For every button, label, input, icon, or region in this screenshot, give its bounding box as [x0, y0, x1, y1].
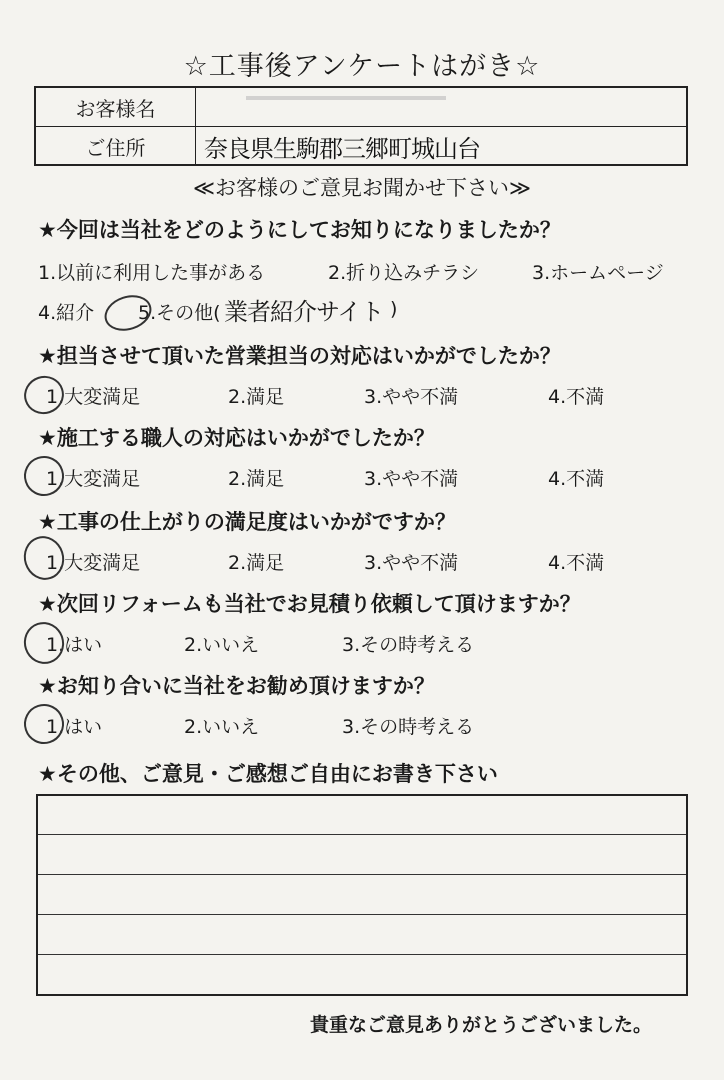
survey-subtitle: ≪お客様のご意見お聞かせ下さい≫ — [193, 176, 531, 200]
redaction-mark — [246, 96, 446, 100]
selection-circle — [19, 451, 69, 501]
customer-address-row — [36, 127, 686, 165]
q2-option-2[interactable]: 2.満足 — [228, 386, 285, 408]
q1-option-5-close: ) — [390, 298, 398, 320]
q4-option-4[interactable]: 4.不満 — [548, 552, 605, 574]
comment-line — [38, 874, 686, 875]
selection-circle — [19, 371, 69, 420]
q1-option-3[interactable]: 3.ホームページ — [532, 262, 664, 284]
q1-other-answer[interactable]: 業者紹介サイト — [224, 298, 384, 326]
question-3: ★施工する職人の対応はいかがでしたか？ — [38, 426, 435, 450]
q2-option-1[interactable]: 1.大変満足 — [46, 386, 141, 408]
q3-option-3[interactable]: 3.やや不満 — [364, 468, 459, 490]
q5-option-1[interactable]: 1.はい — [46, 634, 103, 656]
question-1: ★今回は当社をどのようにしてお知りになりましたか？ — [38, 218, 561, 242]
q6-option-3[interactable]: 3.その時考える — [342, 716, 475, 738]
q1-option-2[interactable]: 2.折り込みチラシ — [328, 262, 480, 284]
question-5: ★次回リフォームも当社でお見積り依頼して頂けますか？ — [38, 592, 581, 616]
q3-option-4[interactable]: 4.不満 — [548, 468, 605, 490]
question-2: ★担当させて頂いた営業担当の対応はいかがでしたか？ — [38, 344, 561, 368]
selection-circle — [19, 699, 69, 749]
comment-line — [38, 954, 686, 955]
q5-option-3[interactable]: 3.その時考える — [342, 634, 475, 656]
customer-name-row — [36, 88, 686, 127]
q1-option-5[interactable]: 5.その他( — [138, 302, 221, 324]
q3-option-1[interactable]: 1.大変満足 — [46, 468, 141, 490]
q6-option-1[interactable]: 1.はい — [46, 716, 103, 738]
question-4: ★工事の仕上がりの満足度はいかがですか？ — [38, 510, 456, 534]
comment-line — [38, 914, 686, 915]
q5-option-2[interactable]: 2.いいえ — [184, 634, 260, 656]
q1-option-4[interactable]: 4.紹介 — [38, 302, 95, 324]
comments-heading: ★その他、ご意見・ご感想ご自由にお書き下さい — [38, 762, 498, 786]
question-6: ★お知り合いに当社をお勧め頂けますか？ — [38, 674, 435, 698]
selection-circle — [18, 617, 69, 669]
selection-circle — [100, 289, 156, 336]
comments-box[interactable] — [36, 794, 688, 996]
selection-circle — [18, 531, 70, 585]
q3-option-2[interactable]: 2.満足 — [228, 468, 285, 490]
customer-address-label: ご住所 — [36, 127, 196, 165]
q4-option-2[interactable]: 2.満足 — [228, 552, 285, 574]
q2-option-3[interactable]: 3.やや不満 — [364, 386, 459, 408]
q4-option-1[interactable]: 1.大変満足 — [46, 552, 141, 574]
customer-info-table — [34, 86, 688, 166]
q4-option-3[interactable]: 3.やや不満 — [364, 552, 459, 574]
customer-address-value[interactable]: 奈良県生駒郡三郷町城山台 — [204, 134, 480, 163]
q6-option-2[interactable]: 2.いいえ — [184, 716, 260, 738]
customer-name-label: お客様名 — [36, 88, 196, 126]
thank-you-footer: 貴重なご意見ありがとうございました。 — [310, 1014, 653, 1036]
comment-line — [38, 834, 686, 835]
q2-option-4[interactable]: 4.不満 — [548, 386, 605, 408]
q1-option-1[interactable]: 1.以前に利用した事がある — [38, 262, 266, 284]
survey-title: ☆工事後アンケートはがき☆ — [183, 51, 541, 82]
